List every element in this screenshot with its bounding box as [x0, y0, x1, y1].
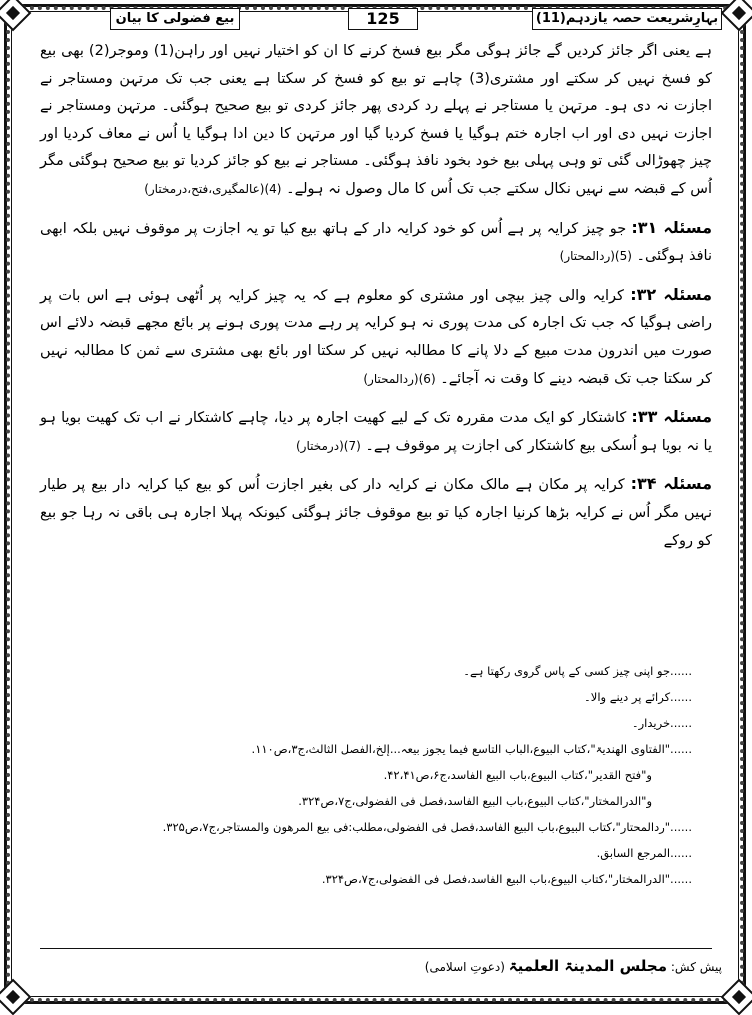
masla-32	[40, 281, 712, 393]
footnote-4: ......"الفتاوی الھندیۃ"،کتاب البیوع،الباب التاسع فیما یجوز بیعہ...إلخ،الفصل الثالث،ج۳،ص۱۱۰.	[251, 742, 692, 756]
book-part-title: بہارِشریعت حصہ یازدہم(11)	[532, 8, 722, 30]
footer-divider	[40, 948, 712, 949]
footnote-5: ......"ردالمحتار"،کتاب البیوع،باب البیع الفاسد،فصل فی الفضولی،مطلب:فی بیع المرھون والمستاجر،ج۷،ص۳۲۵.	[162, 820, 692, 834]
reference: (5)(ردالمحتار)	[559, 249, 632, 264]
masla-label: مسئلہ ۳۱:	[631, 217, 712, 237]
footnote-4-cont: و"الدرالمختار"،کتاب البیوع،باب البیع الفاسد،فصل فی الفضولی،ج۷،ص۳۲۴.	[298, 794, 652, 808]
reference: (6)(ردالمحتار)	[363, 371, 436, 386]
page-header	[30, 8, 722, 32]
publisher-note: (دعوتِ اسلامی)	[424, 960, 505, 974]
footnotes	[40, 658, 692, 892]
footnote-3: ......خریدار۔	[631, 716, 692, 730]
footnote-2: ......کرائے پر دینے والا۔	[584, 690, 692, 704]
footnote-7: ......"الدرالمختار"،کتاب البیوع،باب البیع الفاسد،فصل فی الفضولی،ج۷،ص۳۲۴.	[321, 872, 692, 886]
paragraph	[40, 38, 712, 204]
footnote-4-cont: و"فتح القدیر"،کتاب البیوع،باب البیع الفاسد،ج۶،ص۴۲،۴۱.	[383, 768, 652, 782]
chapter-title: بیع فضولی کا بیان	[110, 8, 240, 30]
reference: (4)(عالمگیری،فتح،درمختار)	[144, 181, 282, 196]
reference: (7)(درمختار)	[296, 438, 361, 453]
footnote-1: ......جو اپنی چیز کسی کے پاس گروی رکھتا ہے۔	[463, 664, 692, 678]
footnote-6: ......المرجع السابق.	[596, 846, 692, 860]
paragraph-text: کرایہ والی چیز بیچی اور مشتری کو معلوم ہے کہ یہ چیز کرایہ پر اُٹھی ہوئی ہے اس بات پر راضی ہوگیا کہ جب تک اجارہ کی مدت پوری نہ ہو کرایہ پر رہے مدت پوری ہونے پر بائع مجھے قبضہ دلائے اس صورت میں اندرون مدت مبیع کے دلا پانے کا مطالبہ نہیں کر سکتا اور بائع بھی مشتری سے ثمن کا مطالبہ نہیں کر سکتا جب تک قبضہ دینے کا وقت نہ آجائے۔	[40, 287, 712, 387]
masla-label: مسئلہ ۳۳:	[631, 407, 713, 427]
paragraph-text: کرایہ پر مکان ہے مالک مکان نے کرایہ دار کی بغیر اجازت اُس کو بیع کیا کرایہ دار بیع پر طیار نہیں مگر اُس نے کرایہ بڑھا کرنیا اجارہ کیا تو بیع موقوف جائز ہوگئی کیونکہ پہلا اجارہ ہی باقی نہ رہا جو بیع کو روکے	[40, 477, 712, 549]
page-number: 125	[348, 8, 418, 30]
presented-by-label: پیش کش:	[670, 960, 722, 974]
main-text	[40, 38, 712, 565]
masla-34	[40, 470, 712, 555]
page-footer	[425, 955, 722, 979]
paragraph-text: کاشتکار کو ایک مدت مقررہ تک کے لیے کھیت اجارہ پر دیا، چاہے کاشتکار نے اب تک کھیت بویا ہو یا نہ بویا ہو اُسکی بیع کاشتکار کی اجازت پر موقوف ہے۔	[40, 410, 712, 454]
publisher-name: مجلس المدینۃ العلمیۃ	[508, 957, 668, 975]
masla-31	[40, 214, 712, 271]
masla-33	[40, 403, 712, 460]
paragraph-text: ہے یعنی اگر جائز کردیں گے جائز ہوگی مگر بیع فسخ کرنے کا ان کو اختیار نہیں اور راہن(1) وموجر(2) بھی بیع کو فسخ نہیں کر سکتے اور مشتری(3) چاہے تو بیع کو فسخ کر سکتا ہے یعنی جب تک مرتہن ومستاجر نے اجازت نہ دی ہو۔ مرتہن یا مستاجر نے پہلے رد کردی پھر جائز کردی تو بیع صحیح ہوگئی۔ مرتہن ومستاجر نے اجازت نہیں دی اور اب اجارہ ختم ہوگیا یا فسخ کردیا گیا اور مرتہن کا دین ادا ہوگیا یا اُس نے معاف کردیا اور چیز چھوڑالی گئی تو وہی پہلی بیع خود بخود نافذ ہوگئی۔ مستاجر نے بیع کو جائز کردیا تو بیع صحیح ہوگئی مگر اُس کے قبضہ سے نہیں نکال سکتے جب تک اُس کا مال وصول نہ ہولے۔	[40, 43, 712, 197]
masla-label: مسئلہ ۳۴:	[630, 474, 713, 494]
masla-label: مسئلہ ۳۲:	[630, 284, 713, 304]
paragraph-text: جو چیز کرایہ پر ہے اُس کو خود کرایہ دار کے ہاتھ بیع کیا تو یہ اجازت پر موقوف نہیں بلکہ ابھی نافذ ہوگئی۔	[40, 220, 712, 265]
